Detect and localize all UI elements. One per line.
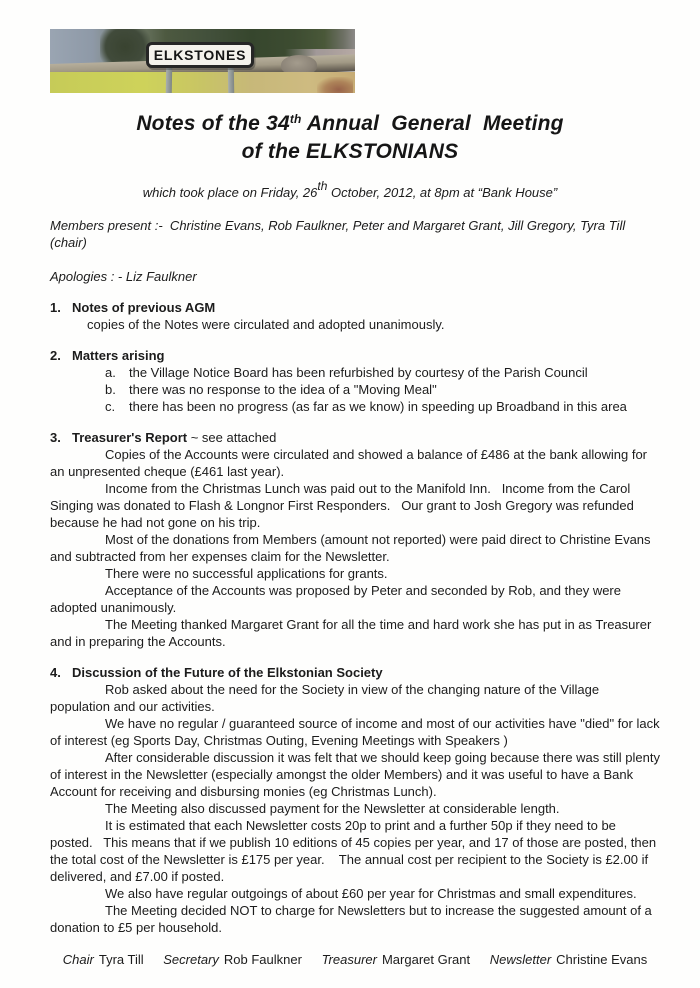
section-title: Treasurer's Report [72, 430, 188, 445]
paragraph: The Meeting thanked Margaret Grant for all the time and hard work she has put in as Treasurer and in preparing the Accounts. [50, 617, 655, 649]
section-title: Matters arising [72, 348, 165, 363]
section-heading [50, 299, 660, 316]
section-number: 3. [50, 430, 61, 445]
photo-bush [317, 77, 353, 93]
title-line-2: of the ELKSTONIANS [241, 140, 459, 163]
officer-treasurer [322, 952, 471, 967]
section-title: Discussion of the Future of the Elkstonian Society [72, 665, 383, 680]
paragraph: Income from the Christmas Lunch was paid out to the Manifold Inn. Income from the Carol Singing was donated to Flash & Longnor First Responders. Our grant to Josh Gregory was refunded because he had not gone on his trip. [50, 481, 638, 530]
officer-name: Rob Faulkner [223, 952, 302, 967]
title-superscript: th [289, 112, 302, 126]
matters-list [105, 364, 660, 415]
section-heading [50, 664, 660, 681]
section-treasurers-report [50, 429, 660, 650]
officer-name: Christine Evans [556, 952, 648, 967]
section-body-line: copies of the Notes were circulated and adopted unanimously. [87, 317, 445, 332]
officer-role: Chair [62, 952, 94, 967]
section-number: 1. [50, 300, 61, 315]
title-line-1: Notes of the 34th Annual General Meeting [136, 112, 564, 135]
section-title: Notes of previous AGM [72, 300, 216, 315]
list-item-text: the Village Notice Board has been refurbished by courtesy of the Parish Council [129, 365, 588, 380]
paragraph: It is estimated that each Newsletter costs 20p to print and a further 50p if they need to be posted. This means that if we publish 10 editions of 45 copies per year, and 17 of those are posted, then the total cost of the Newsletter is £175 per year. The annual cost per recipient to the Society is £2.00 if delivered, and £7.00 if posted. [50, 818, 660, 884]
section-notes-of-previous-agm [50, 299, 660, 333]
photo-grass [50, 72, 355, 93]
document-title [0, 105, 700, 166]
list-item-text: there was no response to the idea of a "Moving Meal" [129, 382, 437, 397]
officer-chair [63, 952, 144, 967]
officer-name: Tyra Till [98, 952, 144, 967]
list-item-label: b. [105, 382, 116, 397]
apologies-line: Apologies : - Liz Faulkner [50, 269, 197, 284]
section-heading [50, 429, 660, 446]
officer-secretary [163, 952, 302, 967]
section-title-suffix: ~ see attached [187, 430, 277, 445]
dateline-superscript: th [317, 179, 328, 193]
paragraph: Acceptance of the Accounts was proposed by Peter and seconded by Rob, and they were adopted unanimously. [50, 583, 625, 615]
officer-role: Newsletter [489, 952, 552, 967]
sign-post-right [228, 65, 234, 93]
paragraph: We have no regular / guaranteed source of income and most of our activities have "died" for lack of interest (eg Sports Day, Christmas Outing, Evening Meetings with Speakers ) [50, 716, 664, 748]
officers-line [50, 951, 660, 968]
list-item [105, 364, 660, 381]
paragraph: There were no successful applications for grants. [105, 566, 388, 581]
document-body [0, 217, 700, 968]
paragraph: Most of the donations from Members (amount not reported) were paid direct to Christine Evans and subtracted from her expenses claim for the Newsletter. [50, 532, 655, 564]
paragraph: The Meeting decided NOT to charge for Newsletters but to increase the suggested amount of a donation to £5 per household. [50, 903, 656, 935]
section-matters-arising [50, 347, 660, 415]
village-sign [146, 42, 254, 68]
paragraph: After considerable discussion it was felt that we should keep going because there was still plenty of interest in the Newsletter (especially amongst the older Members) and it was useful to have a Bank Account for receiving and disbursing monies (eg Christmas Lunch). [50, 750, 664, 799]
section-heading [50, 347, 660, 364]
list-item-label: c. [105, 399, 116, 414]
paragraph: Rob asked about the need for the Society in view of the changing nature of the Village population and our activities. [50, 682, 603, 714]
paragraph: Copies of the Accounts were circulated and showed a balance of £486 at the bank allowing for an unpresented cheque (£461 last year). [50, 447, 651, 479]
officer-newsletter [490, 952, 647, 967]
section-number: 2. [50, 348, 61, 363]
sign-post-left [166, 65, 172, 93]
list-item-text: there has been no progress (as far as we know) in speeding up Broadband in this area [129, 399, 627, 414]
paragraph: The Meeting also discussed payment for the Newsletter at considerable length. [105, 801, 560, 816]
officer-role: Treasurer [321, 952, 377, 967]
members-present-line: Members present :- Christine Evans, Rob Faulkner, Peter and Margaret Grant, Jill Gregory, Tyra Till (chair) [50, 218, 629, 250]
section-number: 4. [50, 665, 61, 680]
section-future-of-society [50, 664, 664, 936]
village-sign-label: ELKSTONES [153, 47, 247, 63]
village-photo [50, 29, 355, 93]
officer-name: Margaret Grant [381, 952, 471, 967]
list-item [105, 398, 660, 415]
officer-role: Secretary [163, 952, 219, 967]
list-item-label: a. [105, 365, 116, 380]
list-item [105, 381, 660, 398]
paragraph: We also have regular outgoings of about £60 per year for Christmas and small expenditures. [105, 886, 637, 901]
meeting-dateline: which took place on Friday, 26th October, 2012, at 8pm at “Bank House” [142, 179, 558, 200]
